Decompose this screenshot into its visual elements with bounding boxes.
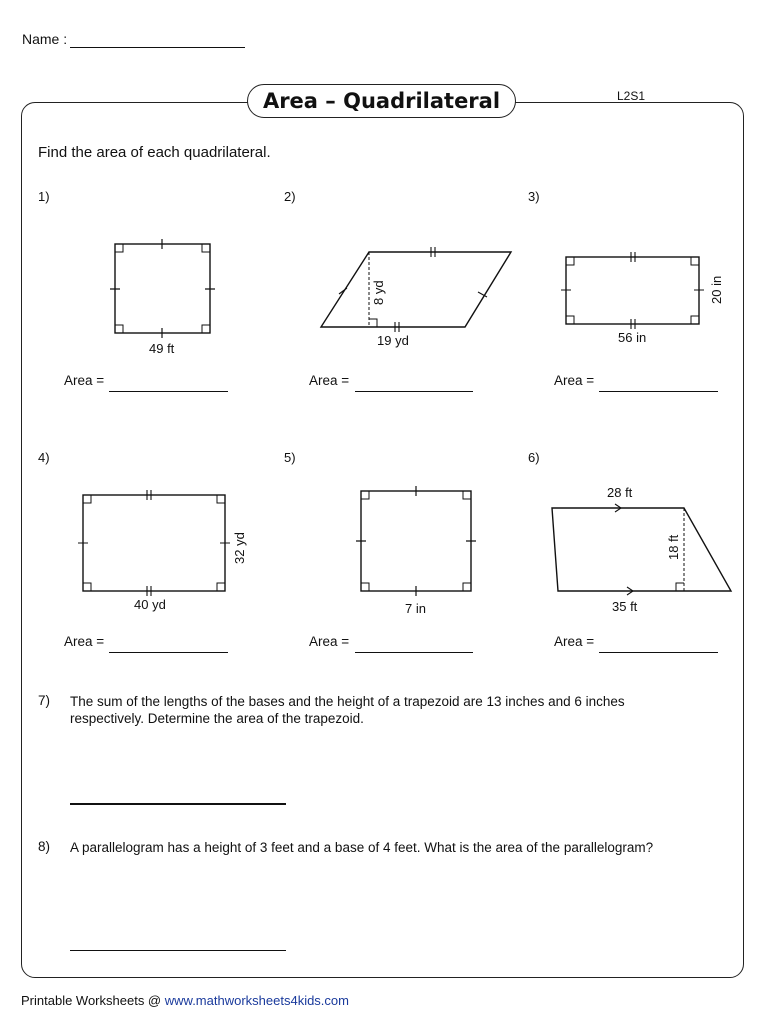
figure-1-side-label: 49 ft	[149, 341, 175, 356]
problem-3-number: 3)	[528, 189, 540, 204]
problem-8-text: A parallelogram has a height of 3 feet and a base of 4 feet. What is the area of the parallelogram?	[70, 840, 654, 855]
area-label-3: Area =	[554, 373, 595, 388]
problem-8-number: 8)	[38, 839, 51, 854]
page-title: Area – Quadrilateral	[262, 89, 501, 113]
problem-7-answer-field[interactable]	[70, 803, 286, 805]
area-answer-field-3[interactable]	[599, 391, 718, 392]
area-answer-field-1[interactable]	[109, 391, 228, 392]
name-label: Name :	[22, 31, 68, 47]
footer-link[interactable]: www.mathworksheets4kids.com	[164, 993, 349, 1008]
area-label-6: Area =	[554, 634, 595, 649]
problem-4-number: 4)	[38, 450, 50, 465]
figure-3-width-label: 20 in	[709, 275, 724, 304]
figure-1-square	[110, 239, 215, 356]
problem-8-answer-field[interactable]	[70, 950, 286, 951]
footer-prefix: Printable Worksheets @	[21, 993, 165, 1008]
area-label-1: Area =	[64, 373, 105, 388]
figure-6-top-base-label: 28 ft	[607, 485, 633, 500]
problem-7-text: The sum of the lengths of the bases and the height of a trapezoid are 13 inches and 6 inches respectively. Determine the area of the trapezoid.	[70, 694, 625, 726]
figure-6-height-label: 18 ft	[666, 534, 681, 560]
area-label-2: Area =	[309, 373, 350, 388]
area-label-4: Area =	[64, 634, 105, 649]
figure-2-base-label: 19 yd	[377, 333, 409, 348]
figure-4-length-label: 40 yd	[134, 597, 166, 612]
figure-3-rectangle	[561, 252, 724, 345]
problem-1-number: 1)	[38, 189, 50, 204]
level-code: L2S1	[617, 89, 646, 103]
figure-3-length-label: 56 in	[618, 330, 647, 345]
figure-4-width-label: 32 yd	[232, 532, 247, 564]
problem-6-number: 6)	[528, 450, 540, 465]
figure-5-side-label: 7 in	[405, 601, 426, 616]
figure-6-bottom-base-label: 35 ft	[612, 599, 638, 614]
footer	[21, 993, 349, 1008]
area-answer-field-2[interactable]	[355, 391, 473, 392]
problem-7-number: 7)	[38, 693, 51, 708]
figure-5-square	[356, 486, 476, 616]
problem-2-number: 2)	[284, 189, 296, 204]
problem-5-number: 5)	[284, 450, 296, 465]
instructions: Find the area of each quadrilateral.	[38, 144, 271, 161]
figure-2-height-label: 8 yd	[371, 280, 386, 305]
area-answer-field-6[interactable]	[599, 652, 718, 653]
figure-2-parallelogram	[321, 247, 511, 348]
figure-4-rectangle	[78, 490, 247, 612]
area-label-5: Area =	[309, 634, 350, 649]
area-answer-field-5[interactable]	[355, 652, 473, 653]
figure-6-trapezoid	[552, 485, 731, 614]
area-answer-field-4[interactable]	[109, 652, 228, 653]
